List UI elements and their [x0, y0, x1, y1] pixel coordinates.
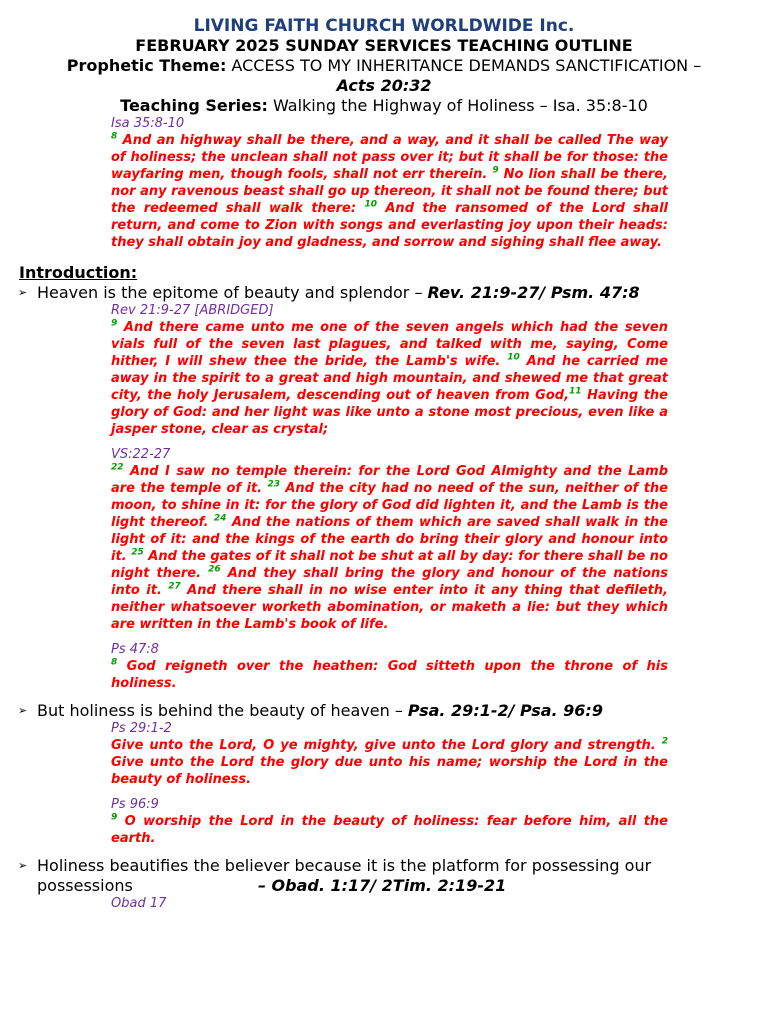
verse-text: No lion shall be there, nor any ravenous beast shall go up thereon, it shall not be found there; but the redeemed shall walk there: [111, 167, 668, 216]
verse-text: And he carried me away in the spirit to a great and high mountain, and shewed me that great city, the holy Jerusalem, descending out of heaven from God, [111, 354, 668, 403]
series-label: Teaching Series: [120, 96, 268, 115]
verse-number: 9 [111, 318, 118, 329]
verse-text: And I saw no temple therein: for the Lord God Almighty and the Lamb are the temple of it. [111, 464, 668, 496]
verse-text: And the ransomed of the Lord shall return, and come to Zion with songs and everlasting joy upon their heads: they shall obtain joy and gladness, and sorrow and sighing shall flee away. [111, 201, 668, 250]
verse-number: 10 [364, 199, 377, 210]
verse-text: And there shall in no wise enter into it any thing that defileth, neither whatsoever worketh abomination, or maketh a lie: but they which are written in the Lamb's book of life. [111, 583, 668, 632]
verse-number: 24 [213, 513, 227, 524]
obad-reference: Obad 17 [111, 896, 167, 911]
verse-text: O worship the Lord in the beauty of holiness: fear before him, all the earth. [111, 814, 668, 846]
verse-text: And an highway shall be there, and a way, and it shall be called The way of holiness; the unclean shall not pass over it; but it shall be for those: the wayfaring men, though fools, shall not err therein. [111, 133, 668, 182]
verse-number: 23 [267, 479, 280, 490]
verse-number: 22 [111, 462, 124, 473]
org-title: LIVING FAITH CHURCH WORLDWIDE Inc. [193, 16, 575, 36]
verse-text: God reigneth over the heathen: God sitteth upon the throne of his holiness. [111, 659, 668, 691]
bullet-citation: – Obad. 1:17/ 2Tim. 2:19-21 [257, 876, 507, 895]
verse-text: And the city had no need of the sun, neither of the moon, to shine in it: for the glory of God did lighten it, and the Lamb is the light thereof. [111, 481, 668, 530]
theme-label: Prophetic Theme: [66, 56, 227, 75]
bullet-item [18, 283, 749, 303]
bullet-item [18, 856, 749, 896]
teaching-series [0, 96, 768, 116]
isa-scripture [111, 132, 668, 251]
prophetic-theme [0, 56, 768, 76]
ps47-reference: Ps 47:8 [111, 642, 159, 657]
bullet-text: Heaven is the epitome of beauty and splendor – [37, 283, 428, 302]
ps96-scripture [111, 813, 668, 847]
verse-number: 2 [661, 736, 668, 747]
bullet-text: Holiness beautifies the believer because it is the platform for possessing our possessions [37, 856, 652, 895]
ps29-scripture [111, 737, 668, 788]
arrow-bullet-icon: ➢ [18, 859, 28, 872]
ps29-reference: Ps 29:1-2 [111, 721, 172, 736]
rev-vs-reference: VS:22-27 [111, 447, 171, 462]
theme-reference: Acts 20:32 [336, 76, 432, 95]
bullet-citation: Psa. 29:1-2/ Psa. 96:9 [407, 701, 603, 720]
rev-vs-scripture [111, 463, 668, 633]
bullet-citation: Rev. 21:9-27/ Psm. 47:8 [427, 283, 640, 302]
verse-number: 9 [111, 812, 118, 823]
theme-text: ACCESS TO MY INHERITANCE DEMANDS SANCTIFICATION – [226, 56, 702, 75]
arrow-bullet-icon: ➢ [18, 286, 28, 299]
verse-number: 10 [507, 352, 520, 363]
verse-number: 11 [569, 386, 582, 397]
verse-text: And there came unto me one of the seven angels which had the seven vials full of the seven last plagues, and talked with me, saying, Come hither, I will shew thee the bride, the Lamb's wife. [111, 320, 668, 369]
isa-reference: Isa 35:8-10 [111, 116, 185, 131]
verse-number: 8 [111, 131, 118, 142]
introduction-heading: Introduction: [19, 263, 138, 282]
series-text: Walking the Highway of Holiness – Isa. 35:8-10 [267, 96, 648, 115]
verse-text: And the gates of it shall not be shut at all by day: for there shall be no night there. [111, 549, 668, 581]
verse-text: Having the glory of God: and her light was like unto a stone most precious, even like a jasper stone, clear as crystal; [111, 388, 668, 437]
outline-title: FEBRUARY 2025 SUNDAY SERVICES TEACHING OUTLINE [135, 36, 633, 55]
verse-number: 25 [131, 547, 144, 558]
rev-reference: Rev 21:9-27 [ABRIDGED] [111, 303, 274, 318]
verse-text: And they shall bring the glory and honour of the nations into it. [111, 566, 668, 598]
ps47-scripture [111, 658, 668, 692]
bullet-item [18, 701, 749, 721]
verse-text: And the nations of them which are saved shall walk in the light of it: and the kings of the earth do bring their glory and honour into it. [111, 515, 668, 564]
verse-number: 26 [208, 564, 221, 575]
verse-number: 27 [168, 581, 181, 592]
verse-text: Give unto the Lord the glory due unto his name; worship the Lord in the beauty of holiness. [111, 755, 668, 787]
verse-text: Give unto the Lord, O ye mighty, give unto the Lord glory and strength. [111, 738, 662, 753]
bullet-text: But holiness is behind the beauty of heaven – [37, 701, 408, 720]
arrow-bullet-icon: ➢ [18, 704, 28, 717]
rev-scripture [111, 319, 668, 438]
verse-number: 8 [111, 657, 118, 668]
ps96-reference: Ps 96:9 [111, 797, 159, 812]
verse-number: 9 [492, 165, 499, 176]
